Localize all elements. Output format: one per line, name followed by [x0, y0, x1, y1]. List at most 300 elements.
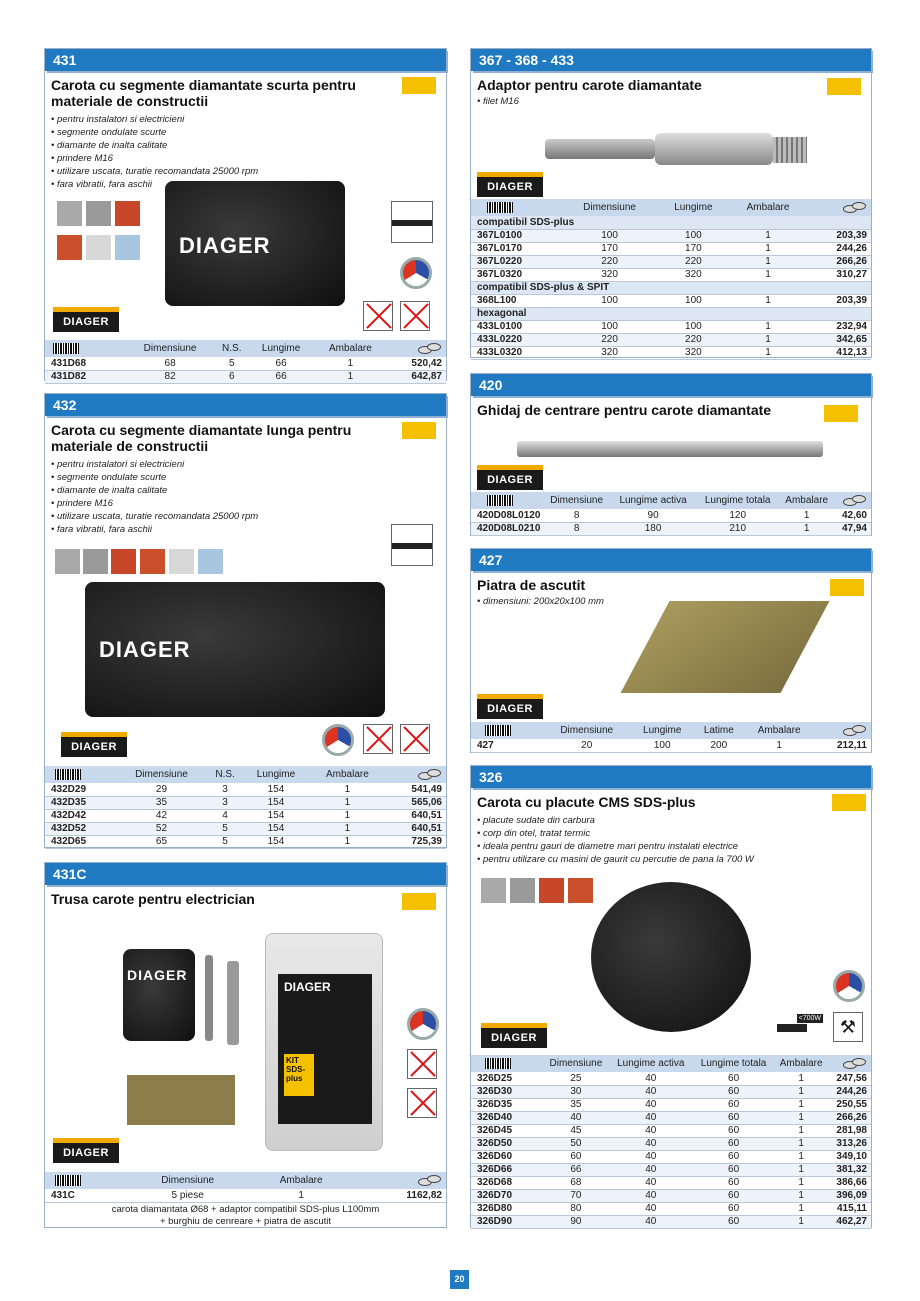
cell-value: 100 [561, 294, 658, 307]
feature-item: • prindere M16 [51, 498, 113, 509]
price-badge [402, 77, 436, 94]
barcode-icon [45, 766, 115, 783]
cell-price: 203,39 [807, 294, 871, 307]
cell-code: 326D30 [471, 1085, 543, 1098]
col-dimension: Dimensiune [125, 340, 215, 357]
cell-value: 40 [609, 1150, 693, 1163]
product-code-header: 427 [471, 549, 871, 571]
cell-value: 60 [693, 1124, 775, 1137]
cell-value: 220 [561, 255, 658, 268]
cell-value: 66 [248, 357, 313, 370]
diager-logo: DIAGER [477, 699, 543, 719]
price-icon [834, 492, 871, 509]
cell-value: 52 [115, 822, 208, 835]
cell-price: 541,49 [385, 783, 446, 796]
cell-value: 100 [561, 320, 658, 333]
kit-contents-line2: + burghiu de cenreare + piatra de ascutit [159, 1216, 332, 1227]
cell-value: 40 [609, 1098, 693, 1111]
cell-code: 420D08L0120 [471, 509, 543, 522]
cell-price: 415,11 [828, 1202, 871, 1215]
cell-value: 66 [248, 370, 313, 383]
cell-code: 367L0100 [471, 229, 561, 242]
diager-logo: DIAGER [477, 470, 543, 490]
cell-value: 40 [609, 1072, 693, 1085]
cell-price: 244,26 [807, 242, 871, 255]
cell-value: 154 [242, 835, 310, 848]
cell-code: 326D45 [471, 1124, 543, 1137]
feature-item: • fara vibratii, fara aschii [51, 179, 153, 190]
price-icon [807, 199, 871, 216]
cell-value: 1 [310, 783, 385, 796]
product-431-panel [44, 48, 447, 381]
table-row [471, 1085, 871, 1098]
cell-price: 244,26 [828, 1085, 871, 1098]
cell-code: 326D60 [471, 1150, 543, 1163]
cell-price: 250,55 [828, 1098, 871, 1111]
drill-brand-label: DIAGER [127, 967, 188, 983]
cell-value: 42 [115, 809, 208, 822]
hollow-brick-icon [140, 549, 165, 574]
cell-value: 1 [774, 1189, 827, 1202]
cell-code: 326D68 [471, 1176, 543, 1189]
product-420-panel [470, 373, 872, 536]
guide-rod-image [517, 441, 823, 457]
spec-table [45, 1172, 446, 1203]
table-row [471, 1072, 871, 1085]
adapter-image [227, 961, 239, 1045]
cell-value: 1 [774, 1176, 827, 1189]
cell-code: 326D90 [471, 1215, 543, 1228]
product-431c-panel [44, 862, 447, 1228]
table-row [471, 509, 871, 522]
barcode-icon [471, 722, 543, 739]
col-ns: N.S. [215, 340, 248, 357]
spec-table [471, 199, 871, 360]
price-badge [824, 405, 858, 422]
france-quality-icon [322, 724, 354, 756]
sharpening-stone-image [621, 601, 830, 693]
col-dimension: Dimensiune [543, 722, 630, 739]
cell-value: 40 [609, 1163, 693, 1176]
product-code-header: 431C [45, 863, 446, 885]
cell-price: 565,06 [385, 796, 446, 809]
group-label: compatibil SDS-plus [471, 216, 871, 229]
group-row [471, 216, 871, 229]
feature-list [51, 113, 258, 191]
cell-code: 433L0320 [471, 346, 561, 359]
cell-value: 100 [658, 320, 729, 333]
hammer-icon: ⚒ [833, 1012, 863, 1042]
cell-value: 68 [125, 357, 215, 370]
cell-code: 326D80 [471, 1202, 543, 1215]
brick-icon [111, 549, 136, 574]
cell-value: 40 [543, 1111, 609, 1124]
feature-item: • placute sudate din carbura [477, 815, 595, 826]
cell-value: 1 [310, 809, 385, 822]
cell-value: 60 [693, 1176, 775, 1189]
feature-item: • diamante de inalta calitate [51, 485, 168, 496]
cell-value: 8 [543, 509, 610, 522]
hammer-drill-icon [777, 1014, 823, 1040]
table-row [471, 1098, 871, 1111]
cell-value: 40 [609, 1124, 693, 1137]
price-badge [832, 794, 866, 811]
table-row [471, 1150, 871, 1163]
feature-item: • utilizare uscata, turatie recomandata 25000 rpm [51, 166, 259, 177]
cell-price: 396,09 [828, 1189, 871, 1202]
cell-value: 1 [774, 1085, 827, 1098]
hollow-brick-icon [57, 235, 82, 260]
cell-code: 432D52 [45, 822, 115, 835]
table-row [471, 242, 871, 255]
no-water-icon [400, 724, 430, 754]
cell-value: 220 [561, 333, 658, 346]
table-row [471, 522, 871, 535]
col-total-length: Lungime totala [693, 1055, 775, 1072]
cell-value: 1 [729, 346, 808, 359]
price-icon [352, 1172, 446, 1189]
no-hammer-icon [363, 724, 393, 754]
cell-price: 232,94 [807, 320, 871, 333]
cell-value: 320 [561, 346, 658, 359]
cell-value: 100 [658, 294, 729, 307]
cell-value: 100 [561, 229, 658, 242]
spec-table [45, 340, 446, 384]
cell-value: 3 [208, 796, 242, 809]
product-title: Carota cu segmente diamantate lunga pentru materiale de constructii [51, 422, 352, 454]
cell-value: 60 [693, 1098, 775, 1111]
feature-list [477, 95, 519, 108]
cell-price: 349,10 [828, 1150, 871, 1163]
product-title: Piatra de ascutit [477, 577, 586, 593]
page-number: 20 [450, 1270, 469, 1289]
cell-price: 642,87 [387, 370, 446, 383]
table-row [471, 1111, 871, 1124]
cell-code: 432D65 [45, 835, 115, 848]
cell-code: 326D40 [471, 1111, 543, 1124]
cell-code: 431D82 [45, 370, 125, 383]
hole-saw-image [591, 882, 751, 1032]
cell-value: 1 [729, 242, 808, 255]
cell-code: 433L0220 [471, 333, 561, 346]
col-length: Lungime [658, 199, 729, 216]
stone-icon [86, 235, 111, 260]
col-ns: N.S. [208, 766, 242, 783]
price-icon [387, 340, 446, 357]
group-label: compatibil SDS-plus & SPIT [471, 281, 871, 294]
diager-logo: DIAGER [481, 1028, 547, 1048]
table-row [471, 1202, 871, 1215]
price-badge [402, 893, 436, 910]
cell-value: 60 [693, 1150, 775, 1163]
feature-item: • filet M16 [477, 96, 519, 107]
cell-code: 326D70 [471, 1189, 543, 1202]
cell-value: 5 [215, 357, 248, 370]
table-row [45, 822, 446, 835]
cell-value: 4 [208, 809, 242, 822]
cell-value: 80 [543, 1202, 609, 1215]
cell-value: 60 [693, 1137, 775, 1150]
cell-value: 70 [543, 1189, 609, 1202]
cell-price: 310,27 [807, 268, 871, 281]
cell-dimension: 5 piese [125, 1189, 250, 1202]
cell-value: 60 [543, 1150, 609, 1163]
cell-value: 200 [694, 739, 744, 752]
product-title: Carota cu segmente diamantate scurta pentru materiale de constructii [51, 77, 356, 109]
col-width: Latime [694, 722, 744, 739]
core-drill-image [165, 181, 345, 306]
col-length: Lungime [248, 340, 313, 357]
cell-value: 1 [729, 294, 808, 307]
glass-block-icon [198, 549, 223, 574]
cell-value: 66 [543, 1163, 609, 1176]
cell-value: 5 [208, 835, 242, 848]
glass-block-icon [115, 235, 140, 260]
barcode-icon [45, 340, 125, 357]
drill-brand-label: DIAGER [179, 233, 271, 258]
table-row [45, 1189, 446, 1202]
col-active-length: Lungime activa [610, 492, 696, 509]
cell-value: 1 [774, 1202, 827, 1215]
cell-price: 342,65 [807, 333, 871, 346]
cell-value: 1 [774, 1072, 827, 1085]
cell-value: 35 [115, 796, 208, 809]
cell-code: 326D50 [471, 1137, 543, 1150]
cell-value: 170 [561, 242, 658, 255]
cell-value: 60 [693, 1189, 775, 1202]
cell-value: 154 [242, 809, 310, 822]
cell-code: 420D08L0210 [471, 522, 543, 535]
cell-code: 326D66 [471, 1163, 543, 1176]
cell-value: 82 [125, 370, 215, 383]
brick-icon [539, 878, 564, 903]
france-quality-icon [407, 1008, 439, 1040]
cell-value: 1 [774, 1137, 827, 1150]
feature-list [51, 458, 258, 536]
feature-item: • diamante de inalta calitate [51, 140, 168, 151]
cell-value: 40 [609, 1176, 693, 1189]
spec-table [45, 766, 446, 849]
cell-code: 427 [471, 739, 543, 752]
cell-code: 326D25 [471, 1072, 543, 1085]
table-row [471, 333, 871, 346]
cell-value: 40 [609, 1085, 693, 1098]
feature-item: • pentru utilizare cu masini de gaurit cu percutie de pana la 700 W [477, 854, 754, 865]
no-hammer-icon [363, 301, 393, 331]
cell-value: 1 [729, 320, 808, 333]
product-427-panel [470, 548, 872, 753]
price-badge [830, 579, 864, 596]
cell-value: 3 [208, 783, 242, 796]
col-active-length: Lungime activa [609, 1055, 693, 1072]
cell-price: 725,39 [385, 835, 446, 848]
cell-value: 1 [779, 522, 834, 535]
cell-value: 45 [543, 1124, 609, 1137]
cell-value: 60 [693, 1215, 775, 1228]
col-packaging: Ambalare [779, 492, 834, 509]
feature-item: • corp din otel, tratat termic [477, 828, 591, 839]
cell-value: 1 [744, 739, 815, 752]
table-row [471, 320, 871, 333]
col-length: Lungime [242, 766, 310, 783]
product-432-panel [44, 393, 447, 848]
cell-value: 90 [543, 1215, 609, 1228]
feature-item: • ideala pentru gauri de diametre mari pentru instalati electrice [477, 841, 739, 852]
cell-value: 154 [242, 796, 310, 809]
cell-value: 1 [774, 1163, 827, 1176]
cell-code: 367L0170 [471, 242, 561, 255]
diager-logo: DIAGER [477, 177, 543, 197]
feature-list [477, 814, 754, 866]
cell-value: 40 [609, 1202, 693, 1215]
table-row [471, 1137, 871, 1150]
product-326-panel [470, 765, 872, 1228]
cell-value: 60 [693, 1163, 775, 1176]
cell-value: 30 [543, 1085, 609, 1098]
price-icon [828, 1055, 871, 1072]
cell-code: 367L0320 [471, 268, 561, 281]
price-icon [815, 722, 871, 739]
spec-table [471, 1055, 871, 1229]
product-title: Carota cu placute CMS SDS-plus [477, 794, 696, 810]
kit-brand: DIAGER [284, 980, 331, 994]
cell-value: 60 [693, 1072, 775, 1085]
block-icon [510, 878, 535, 903]
barcode-icon [471, 199, 561, 216]
cell-value: 220 [658, 255, 729, 268]
table-row [45, 835, 446, 848]
cell-value: 1 [729, 229, 808, 242]
cell-price: 386,66 [828, 1176, 871, 1189]
col-dimension: Dimensiune [561, 199, 658, 216]
col-packaging: Ambalare [774, 1055, 827, 1072]
col-total-length: Lungime totala [696, 492, 780, 509]
table-row [471, 255, 871, 268]
table-row [471, 1189, 871, 1202]
cell-value: 65 [115, 835, 208, 848]
cell-value: 8 [543, 522, 610, 535]
cell-value: 90 [610, 509, 696, 522]
kit-sds-label: KIT SDS-plus [284, 1054, 314, 1096]
spec-table [471, 722, 871, 753]
table-row [45, 796, 446, 809]
brick-icon [115, 201, 140, 226]
group-row [471, 281, 871, 294]
cell-packaging: 1 [250, 1189, 352, 1202]
col-packaging: Ambalare [310, 766, 385, 783]
feature-item: • pentru instalatori si electricieni [51, 459, 185, 470]
block-icon [86, 201, 111, 226]
cell-value: 1 [774, 1215, 827, 1228]
cell-value: 1 [310, 822, 385, 835]
cell-value: 220 [658, 333, 729, 346]
cell-price: 247,56 [828, 1072, 871, 1085]
cell-value: 320 [658, 268, 729, 281]
cell-code: 431D68 [45, 357, 125, 370]
cell-price: 520,42 [387, 357, 446, 370]
product-title: Ghidaj de centrare pentru carote diamantate [477, 402, 772, 418]
cell-value: 170 [658, 242, 729, 255]
cell-value: 100 [658, 229, 729, 242]
drill-bit-image [205, 955, 213, 1041]
table-row [471, 229, 871, 242]
product-title: Trusa carote pentru electrician [51, 891, 255, 907]
table-row [471, 1215, 871, 1228]
price-icon [385, 766, 446, 783]
cell-code: 432D42 [45, 809, 115, 822]
table-row [471, 739, 871, 752]
product-code-header: 431 [45, 49, 446, 71]
col-dimension: Dimensiune [543, 1055, 609, 1072]
cell-price: 412,13 [807, 346, 871, 359]
product-title: Adaptor pentru carote diamantate [477, 77, 702, 93]
cell-value: 60 [693, 1085, 775, 1098]
adapter-image [545, 129, 807, 171]
cell-value: 1 [314, 370, 387, 383]
product-code-header: 326 [471, 766, 871, 788]
col-dimension: Dimensiune [543, 492, 610, 509]
france-quality-icon [833, 970, 865, 1002]
cell-price: 313,26 [828, 1137, 871, 1150]
feature-item: • fara vibratii, fara aschii [51, 524, 153, 535]
core-drill-image [85, 582, 385, 717]
cell-price: 212,11 [815, 739, 871, 752]
cell-code: 433L0100 [471, 320, 561, 333]
cell-price: 203,39 [807, 229, 871, 242]
cell-value: 35 [543, 1098, 609, 1111]
product-code-header: 367 - 368 - 433 [471, 49, 871, 71]
col-packaging: Ambalare [744, 722, 815, 739]
cell-code: 432D35 [45, 796, 115, 809]
cell-value: 40 [609, 1215, 693, 1228]
product-code-header: 420 [471, 374, 871, 396]
cell-value: 120 [696, 509, 780, 522]
price-badge [827, 78, 861, 95]
col-packaging: Ambalare [729, 199, 808, 216]
concrete-icon [481, 878, 506, 903]
cell-price: 266,26 [828, 1111, 871, 1124]
cell-value: 40 [609, 1189, 693, 1202]
cell-value: 154 [242, 783, 310, 796]
kit-box-image [265, 933, 383, 1151]
col-packaging: Ambalare [250, 1172, 352, 1189]
barcode-icon [471, 1055, 543, 1072]
col-dimension: Dimensiune [115, 766, 208, 783]
cell-value: 6 [215, 370, 248, 383]
cell-value: 40 [609, 1111, 693, 1124]
concrete-icon [57, 201, 82, 226]
feature-item: • pentru instalatori si electricieni [51, 114, 185, 125]
table-row [45, 370, 446, 383]
no-water-icon [400, 301, 430, 331]
hollow-brick-icon [568, 878, 593, 903]
cell-price: 640,51 [385, 809, 446, 822]
feature-list [477, 595, 604, 608]
cell-code: 326D35 [471, 1098, 543, 1111]
cell-value: 60 [693, 1111, 775, 1124]
cell-value: 68 [543, 1176, 609, 1189]
spec-table [471, 492, 871, 536]
table-row [45, 809, 446, 822]
core-drill-image [123, 949, 195, 1041]
kit-contents-line1: carota diamantata Ø68 + adaptor compatibil SDS-plus L100mm [111, 1204, 380, 1215]
feature-item: • segmente ondulate scurte [51, 472, 167, 483]
block-icon [83, 549, 108, 574]
cell-price: 381,32 [828, 1163, 871, 1176]
cell-price: 640,51 [385, 822, 446, 835]
cell-value: 60 [693, 1202, 775, 1215]
cell-value: 20 [543, 739, 630, 752]
